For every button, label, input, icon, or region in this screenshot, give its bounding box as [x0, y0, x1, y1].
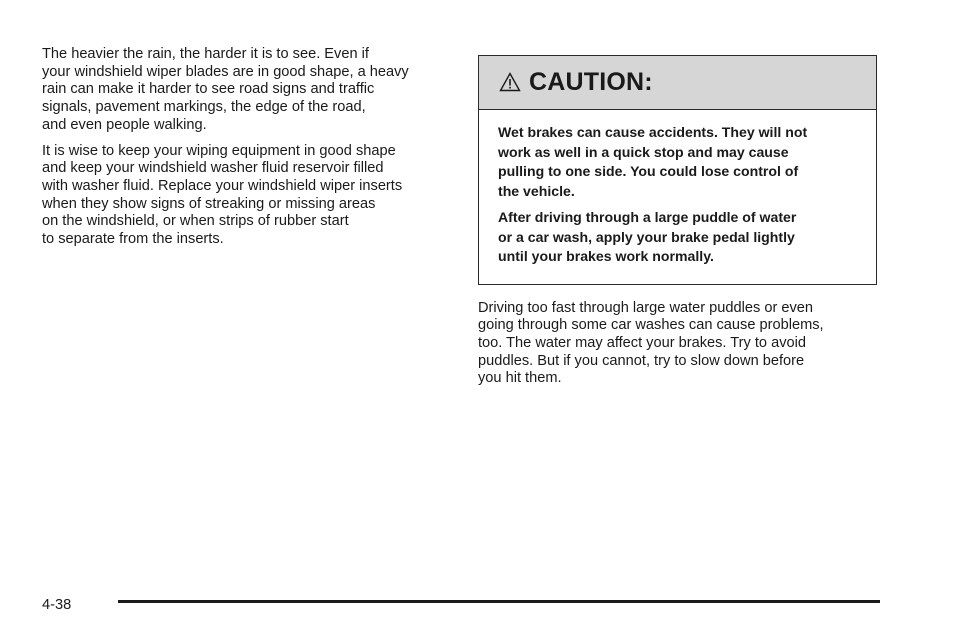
- right-column: [478, 55, 880, 396]
- caution-body: [479, 110, 876, 284]
- water-puddles-paragraph: Driving too fast through large water puddles or even going through some car washes can cause problems, too. The water may affect your brakes. Try to avoid puddles. But if you cannot, try to slow down before you hit them.: [478, 299, 824, 387]
- caution-title: CAUTION:: [529, 68, 653, 96]
- page-number: 4-38: [42, 597, 72, 613]
- wiper-maintenance-paragraph: It is wise to keep your wiping equipment in good shape and keep your windshield washer fluid reservoir filled with washer fluid. Replace your windshield wiper inserts when they show signs of streaking or missing areas on the windshield, or when strips of rubber start to separate from the inserts.: [42, 142, 403, 248]
- footer-rule: [118, 600, 880, 603]
- wet-brakes-warning: Wet brakes can cause accidents. They will not work as well in a quick stop and may cause pulling to one side. You could lose control of the vehicle.: [498, 124, 808, 199]
- left-column: [42, 46, 452, 257]
- brake-drying-instruction: After driving through a large puddle of water or a car wash, apply your brake pedal lightly until your brakes work normally.: [498, 209, 797, 264]
- caution-box: [478, 55, 877, 285]
- rain-visibility-paragraph: The heavier the rain, the harder it is to see. Even if your windshield wiper blades are in good shape, a heavy rain can make it harder to see road signs and traffic signals, pavement markings, the edge of the road, and even people walking.: [42, 46, 409, 133]
- warning-triangle-icon: [499, 72, 521, 92]
- caution-header: [479, 56, 876, 110]
